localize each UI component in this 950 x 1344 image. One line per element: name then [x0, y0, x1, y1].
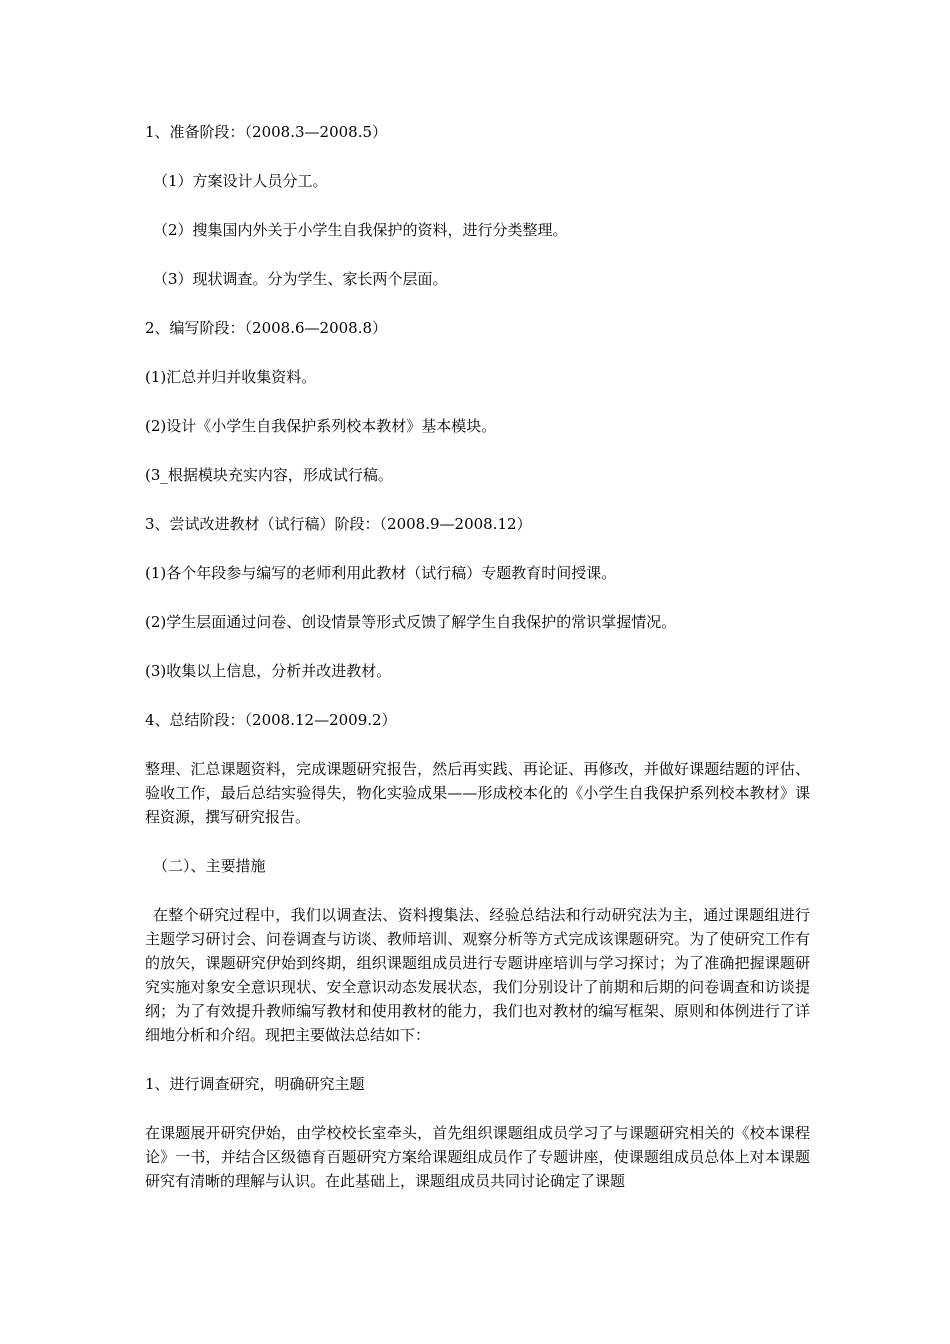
heading-stage-4: 4、总结阶段：（2008.12—2009.2） [145, 711, 397, 729]
list-item: （1）方案设计人员分工。 [153, 172, 328, 190]
body-paragraph: 整理、汇总课题资料，完成课题研究报告，然后再实践、再论证、再修改，并做好课题结题的评估、验收工作，最后总结实验得失，物化实验成果——形成校本化的《小学生自我保护系列校本教材》课程资源，撰写研究报告。 [145, 760, 810, 826]
list-item: (2)学生层面通过问卷、创设情景等形式反馈了解学生自我保护的常识掌握情况。 [145, 613, 677, 631]
list-item: （3）现状调查。分为学生、家长两个层面。 [153, 270, 448, 288]
list-item: (2)设计《小学生自我保护系列校本教材》基本模块。 [145, 417, 497, 435]
heading-stage-3: 3、尝试改进教材（试行稿）阶段：（2008.9—2008.12） [145, 515, 532, 533]
list-item: (3_根据模块充实内容，形成试行稿。 [145, 466, 393, 484]
body-paragraph: 在课题展开研究伊始，由学校校长室牵头，首先组织课题组成员学习了与课题研究相关的《校本课程论》一书，并结合区级德育百题研究方案给课题组成员作了专题讲座，使课题组成员总体上对本课题研究有清晰的理解与认识。在此基础上，课题组成员共同讨论确定了课题 [145, 1124, 810, 1190]
list-item: （2）搜集国内外关于小学生自我保护的资料，进行分类整理。 [153, 221, 568, 239]
heading-stage-2: 2、编写阶段：（2008.6—2008.8） [145, 319, 388, 337]
body-paragraph: 在整个研究过程中，我们以调查法、资料搜集法、经验总结法和行动研究法为主，通过课题组进行主题学习研讨会、问卷调查与访谈、教师培训、观察分析等方式完成该课题研究。为了使研究工作有的放矢，课题研究伊始到终期，组织课题组成员进行专题讲座培训与学习探讨；为了准确把握课题研究实施对象安全意识现状、安全意识动态发展状态，我们分别设计了前期和后期的问卷调查和访谈提纲；为了有效提升教师编写教材和使用教材的能力，我们也对教材的编写框架、原则和体例进行了详细地分析和介绍。现把主要做法总结如下： [145, 906, 810, 1044]
document-body [145, 120, 810, 1218]
list-item: (1)汇总并归并收集资料。 [145, 368, 317, 386]
heading-stage-1: 1、准备阶段：（2008.3—2008.5） [145, 123, 388, 141]
subheading-research: 1、进行调查研究，明确研究主题 [145, 1075, 365, 1093]
list-item: (1)各个年段参与编写的老师利用此教材（试行稿）专题教育时间授课。 [145, 564, 617, 582]
list-item: (3)收集以上信息，分析并改进教材。 [145, 662, 392, 680]
section-heading-measures: （二）、主要措施 [153, 857, 266, 875]
